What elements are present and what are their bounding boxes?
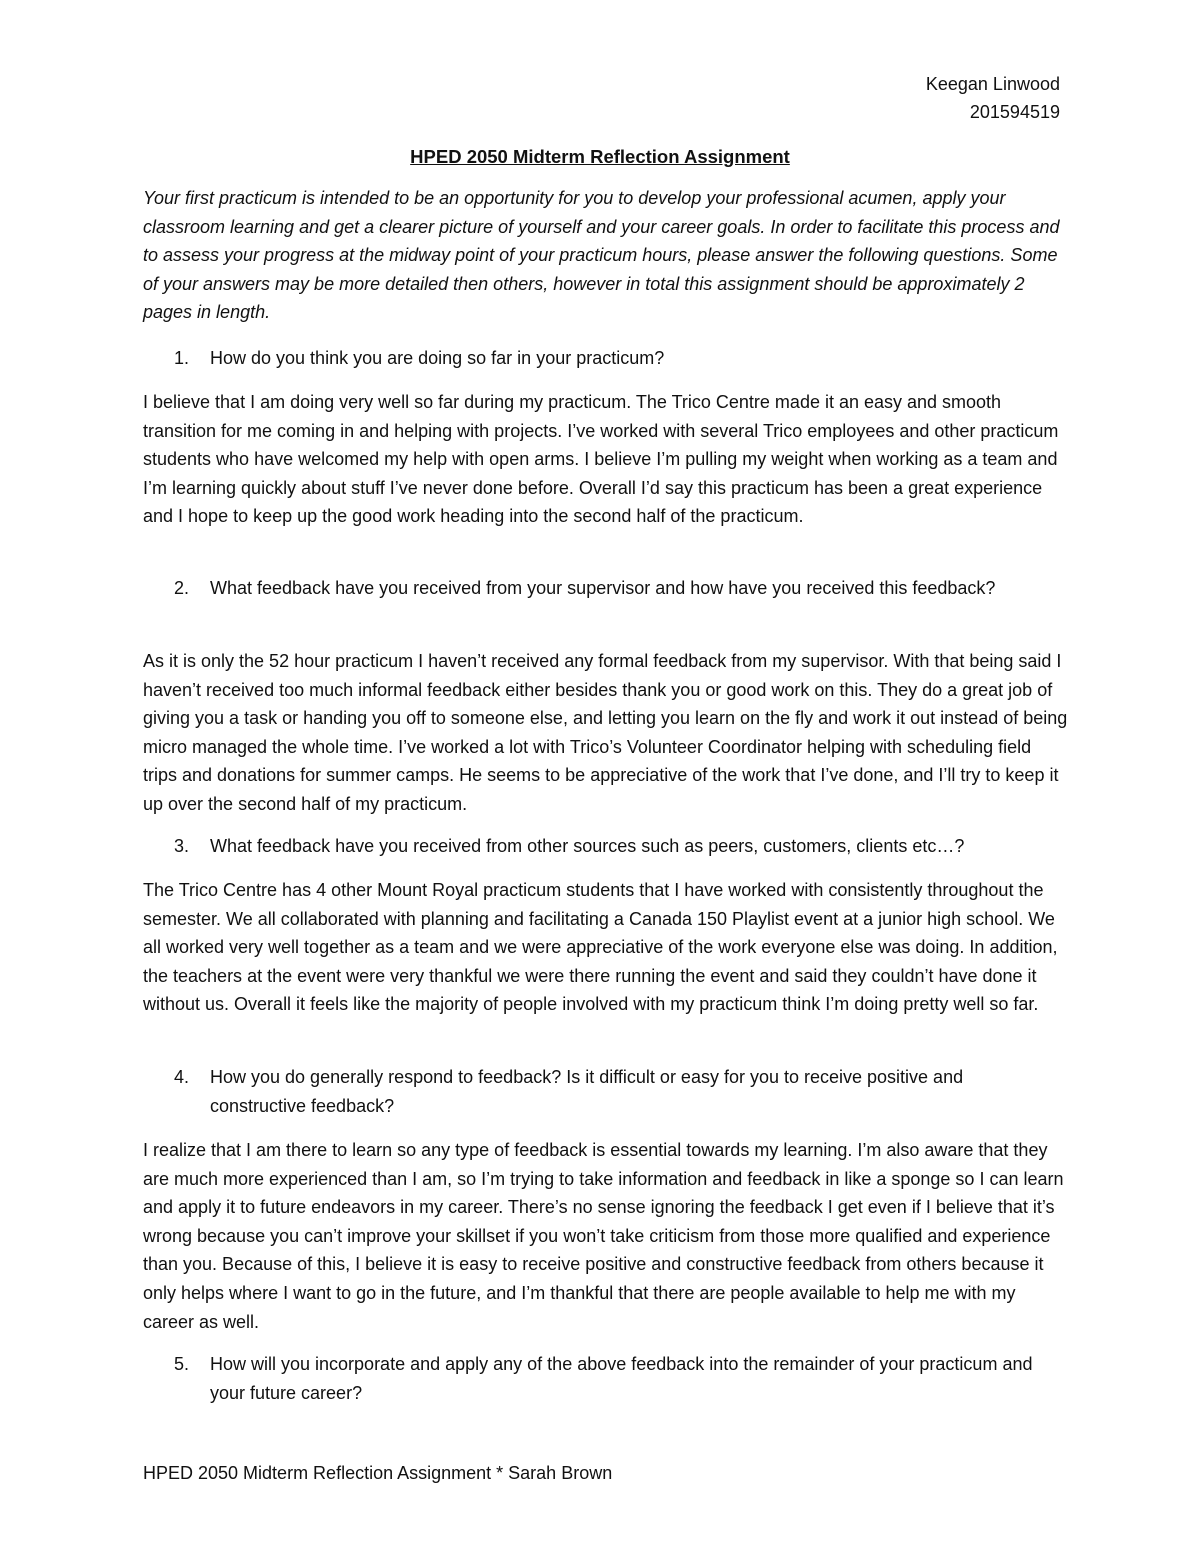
question-number: 4. <box>174 1067 190 1087</box>
answer-4: I realize that I am there to learn so any type of feedback is essential towards my learning. I’m also aware that they are much more experienced than I am, so I’m trying to take information and feedback in like a sponge so I can learn and apply it to future endeavors in my career. There’s no sense ignoring the feedback I get even if I believe that it’s wrong because you can’t improve your skillset if you won’t take criticism from those more qualified and experience than you. Because of this, I believe it is easy to receive positive and constructive feedback from others because it only helps where I want to go in the future, and I’m thankful that there are people available to help me with my career as well. <box>143 1140 1064 1332</box>
question-5 <box>174 1350 1054 1407</box>
question-number: 5. <box>174 1354 190 1374</box>
answer-1: I believe that I am doing very well so far during my practicum. The Trico Centre made it an easy and smooth transition for me coming in and helping with projects. I’ve worked with several Trico employees and other practicum students who have welcomed my help with open arms. I believe I’m pulling my weight when working as a team and I’m learning quickly about stuff I’ve never done before. Overall I’d say this practicum has been a great experience and I hope to keep up the good work heading into the second half of the practicum. <box>143 392 1059 527</box>
question-text: How you do generally respond to feedback? Is it difficult or easy for you to receive positive and constructive feedback? <box>210 1067 964 1116</box>
question-3 <box>174 832 1054 861</box>
question-text: How will you incorporate and apply any of the above feedback into the remainder of your practicum and your future career? <box>210 1354 1033 1403</box>
answer-3: The Trico Centre has 4 other Mount Royal practicum students that I have worked with consistently throughout the semester. We all collaborated with planning and facilitating a Canada 150 Playlist event at a junior high school. We all worked very well together as a team and we were appreciative of the work everyone else was doing. In addition, the teachers at the event were very thankful we were there running the event and said they couldn’t have done it without us. Overall it feels like the majority of people involved with my practicum think I’m doing pretty well so far. <box>143 880 1058 1015</box>
question-number: 1. <box>174 348 190 368</box>
document-title: HPED 2050 Midterm Reflection Assignment <box>410 146 790 167</box>
assignment-instructions: Your first practicum is intended to be an opportunity for you to develop your professional acumen, apply your classroom learning and get a clearer picture of yourself and your career goals. In order to facilitate this process and to assess your progress at the midway point of your practicum hours, please answer the following questions. Some of your answers may be more detailed then others, however in total this assignment should be approximately 2 pages in length. <box>143 188 1060 323</box>
question-text: How do you think you are doing so far in your practicum? <box>210 348 665 368</box>
question-2 <box>174 574 1054 603</box>
author-header <box>926 70 1060 126</box>
answer-2: As it is only the 52 hour practicum I haven’t received any formal feedback from my supervisor. With that being said I haven’t received too much informal feedback either besides thank you or good work on this. They do a great job of giving you a task or handing you off to someone else, and letting you learn on the fly and work it out instead of being micro managed the whole time. I’ve worked a lot with Trico’s Volunteer Coordinator helping with scheduling field trips and donations for summer camps. He seems to be appreciative of the work that I’ve done, and I’ll try to keep it up over the second half of my practicum. <box>143 651 1068 814</box>
question-1 <box>174 344 1054 373</box>
question-text: What feedback have you received from other sources such as peers, customers, clients etc…? <box>210 836 965 856</box>
student-id: 201594519 <box>969 102 1060 122</box>
question-text: What feedback have you received from your supervisor and how have you received this feedback? <box>210 578 996 598</box>
question-number: 2. <box>174 578 190 598</box>
page-footer: HPED 2050 Midterm Reflection Assignment * Sarah Brown <box>143 1463 613 1483</box>
question-4 <box>174 1063 1054 1120</box>
question-number: 3. <box>174 836 190 856</box>
author-name: Keegan Linwood <box>925 74 1060 94</box>
